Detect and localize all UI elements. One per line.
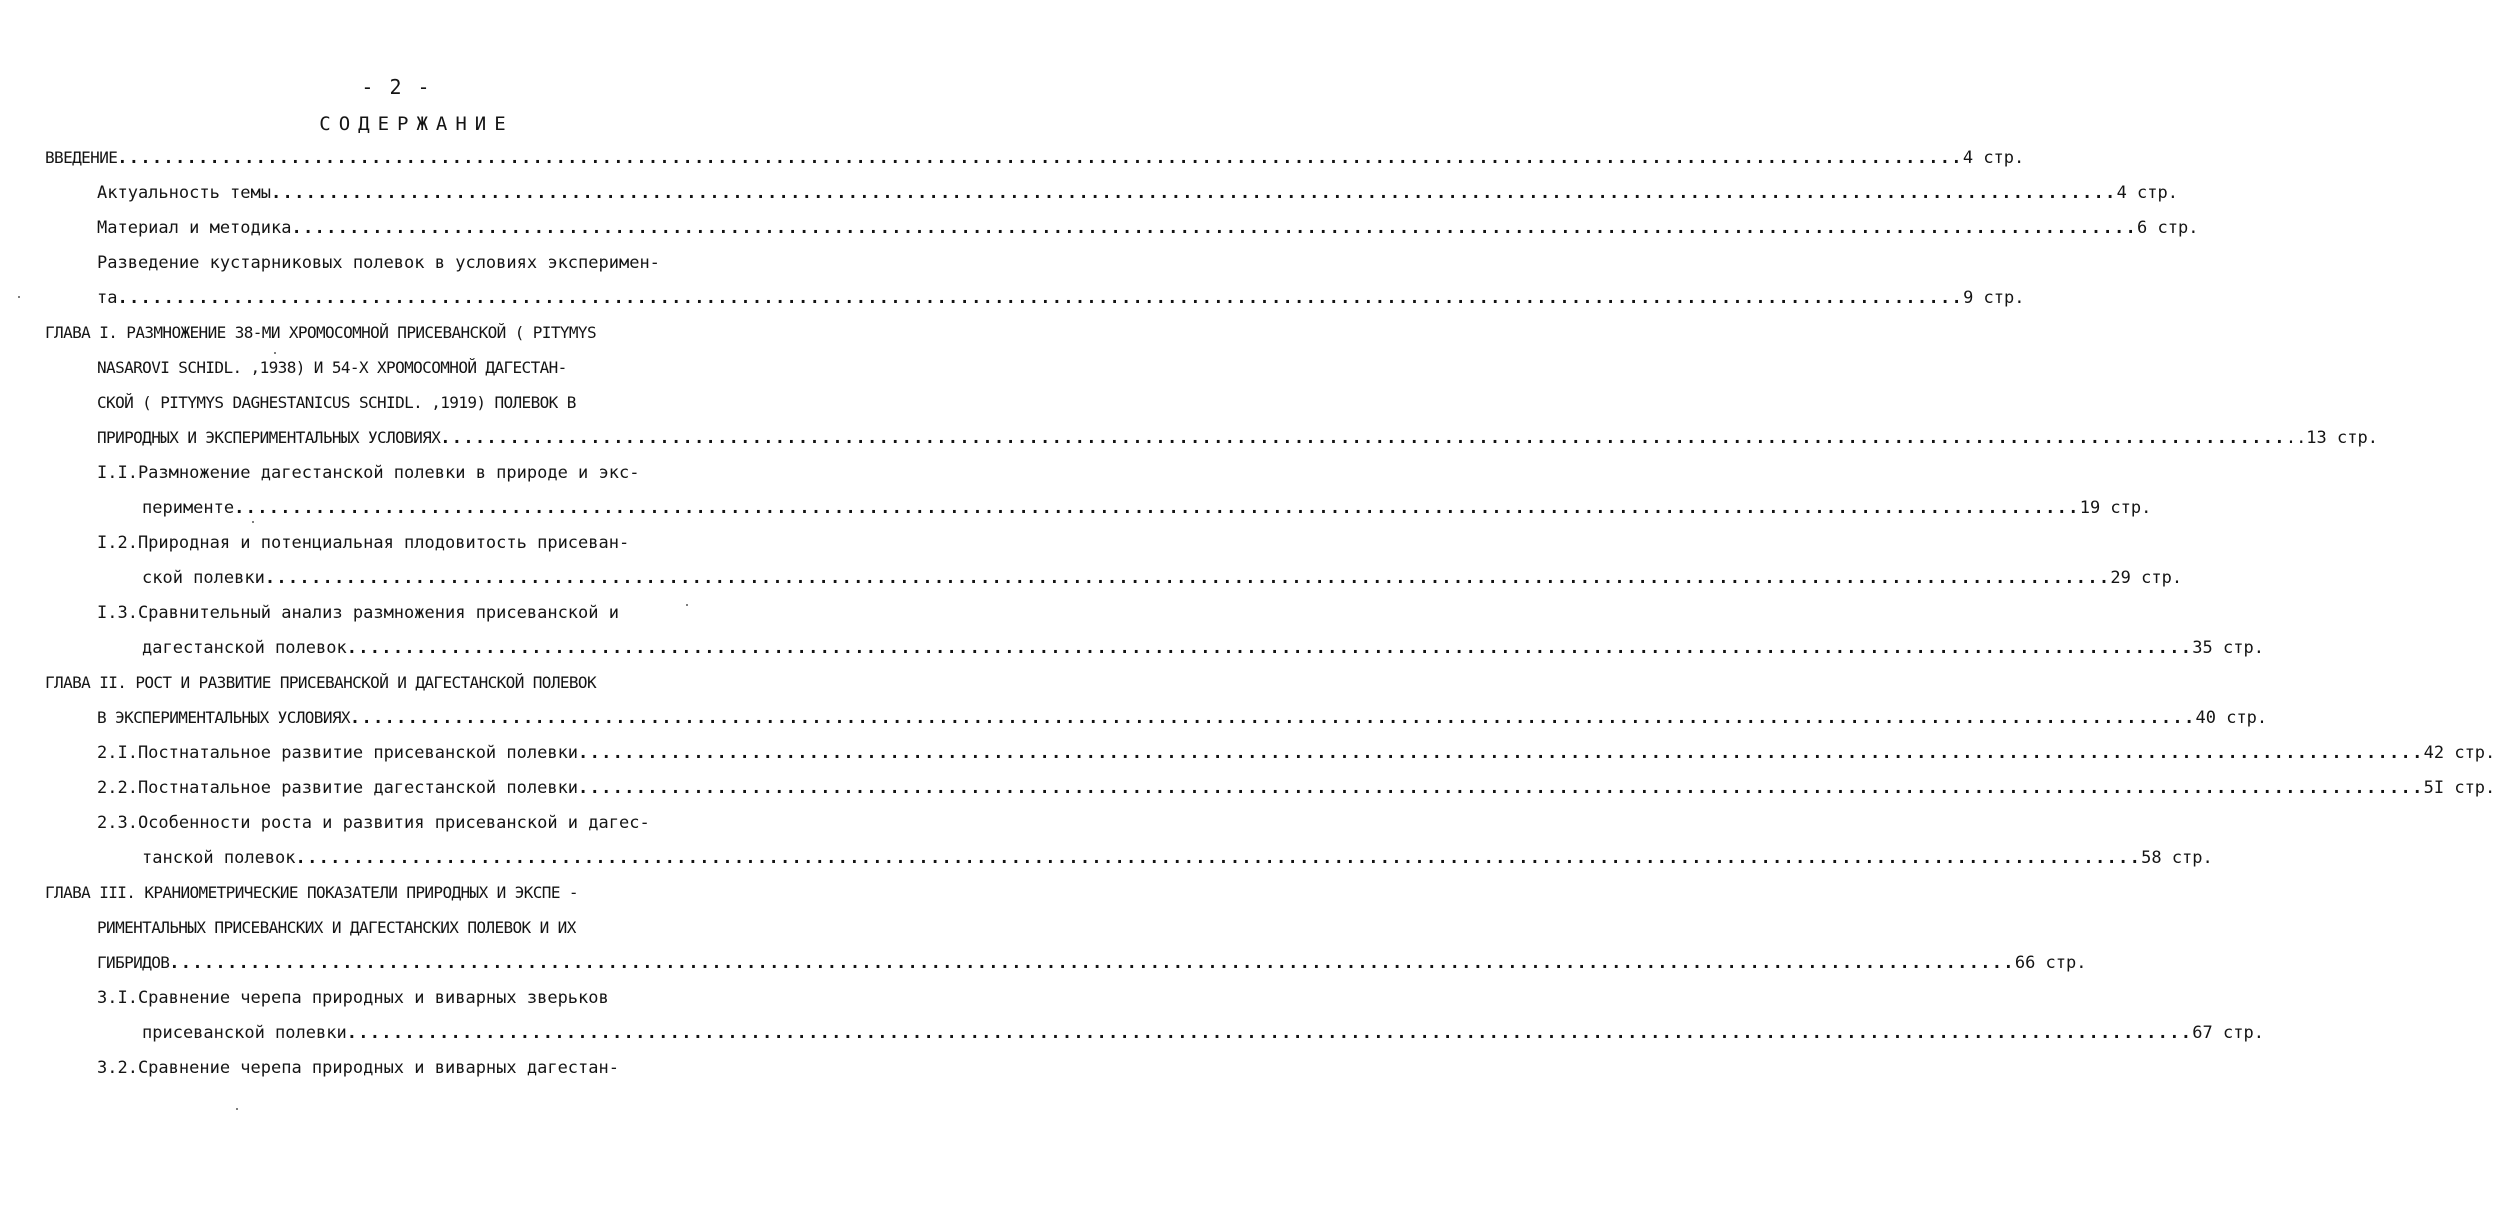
toc-section-1-2 xyxy=(97,531,757,555)
toc-entry-text: танской полевок xyxy=(142,848,296,868)
toc-page-ref: 19 стр. xyxy=(2079,498,2152,518)
toc-entry-text: 3.I.Сравнение черепа природных и виварных зверьков xyxy=(97,988,609,1008)
toc-chapter-1-cont xyxy=(97,356,757,380)
toc-section-1-3-cont xyxy=(142,636,2264,660)
toc-entry-text: ПРИРОДНЫХ И ЭКСПЕРИМЕНТАЛЬНЫХ УСЛОВИЯХ xyxy=(97,428,441,447)
toc-entry-text: 2.I.Постнатальное развитие присеванской полевки xyxy=(97,743,579,763)
toc-page-ref: 40 стр. xyxy=(2195,708,2268,728)
toc-section-2-2 xyxy=(97,776,2495,800)
toc-chapter-1-cont xyxy=(97,391,757,415)
toc-section-1-1-cont xyxy=(142,496,2152,520)
toc-section-3-2 xyxy=(97,1056,757,1080)
toc-page-ref: 42 стр. xyxy=(2423,743,2495,763)
leader-dots: ................................................................................................................................................................ xyxy=(271,183,2117,203)
scan-speck xyxy=(18,296,20,298)
scan-speck xyxy=(274,352,276,354)
leader-dots: ................................................................................................................................................................ xyxy=(578,778,2424,798)
scan-speck xyxy=(236,1108,238,1110)
toc-section-2-3 xyxy=(97,811,757,835)
toc-entry-text: дагестанской полевок xyxy=(142,638,347,658)
toc-entry-text: СКОЙ ( PITYMYS DAGHESTANICUS SCHIDL. ,1919) ПОЛЕВОК В xyxy=(97,393,576,412)
toc-chapter-3-cont xyxy=(97,916,757,940)
toc-entry-text: 2.2.Постнатальное развитие дагестанской полевки xyxy=(97,778,579,798)
toc-entry-text: ГИБРИДОВ xyxy=(97,953,170,972)
page-number: - 2 - xyxy=(361,75,432,99)
toc-entry-text: ГЛАВА III. КРАНИОМЕТРИЧЕСКИЕ ПОКАЗАТЕЛИ ПРИРОДНЫХ И ЭКСПЕ - xyxy=(45,883,578,902)
toc-page-ref: 4 стр. xyxy=(2116,183,2178,203)
toc-page-ref: 9 стр. xyxy=(1963,288,2025,308)
leader-dots: ................................................................................................................................................................ xyxy=(234,498,2080,518)
toc-section-1-2-cont xyxy=(142,566,2183,590)
toc-entry-text: ГЛАВА II. РОСТ И РАЗВИТИЕ ПРИСЕВАНСКОЙ И ДАГЕСТАНСКОЙ ПОЛЕВОК xyxy=(45,673,597,692)
toc-entry-text: I.2.Природная и потенциальная плодовитость присеван- xyxy=(97,533,630,553)
toc-entry-text: ГЛАВА I. РАЗМНОЖЕНИЕ 38-МИ ХРОМОСОМНОЙ ПРИСЕВАНСКОЙ ( PITYMYS xyxy=(45,323,597,342)
toc-page-ref: 6 стр. xyxy=(2137,218,2199,238)
toc-entry-text: Разведение кустарниковых полевок в условиях эксперимен- xyxy=(97,253,660,273)
leader-dots: ................................................................................................................................................................ xyxy=(117,148,1963,168)
toc-entry-text: перименте xyxy=(142,498,235,518)
leader-dots: ................................................................................................................................................................ xyxy=(440,428,2286,448)
toc-section-1-3 xyxy=(97,601,757,625)
toc-chapter-1-cont xyxy=(97,426,2378,450)
scan-speck xyxy=(686,604,688,606)
toc-section-3-1-cont xyxy=(142,1021,2264,1045)
toc-page-ref: 35 стр. xyxy=(2192,638,2264,658)
toc-entry-text: та xyxy=(97,288,118,308)
leader-dots: ................................................................................................................................................................ xyxy=(295,848,2142,868)
toc-section-1-1 xyxy=(97,461,757,485)
toc-entry-text: I.I.Размножение дагестанской полевки в природе и экс- xyxy=(97,463,640,483)
toc-chapter-1 xyxy=(45,321,765,345)
toc-entry-text: Материал и методика xyxy=(97,218,292,238)
toc-entry-text: присеванской полевки xyxy=(142,1023,347,1043)
toc-entry-text: ской полевки xyxy=(142,568,265,588)
toc-page-ref: ..13 стр. xyxy=(2285,428,2378,448)
toc-entry-methods xyxy=(97,216,2199,240)
toc-entry-text: 3.2.Сравнение черепа природных и виварных дагестан- xyxy=(97,1058,619,1078)
toc-page-ref: 29 стр. xyxy=(2110,568,2183,588)
toc-entry-introduction xyxy=(45,146,2025,170)
toc-entry-text: I.3.Сравнительный анализ размножения присеванской и xyxy=(97,603,619,623)
toc-page-ref: 58 стр. xyxy=(2141,848,2213,868)
toc-section-2-3-cont xyxy=(142,846,2213,870)
toc-chapter-2 xyxy=(45,671,765,695)
page-title: СОДЕРЖАНИЕ xyxy=(319,113,514,135)
toc-section-2-1 xyxy=(97,741,2495,765)
toc-entry-relevance xyxy=(97,181,2178,205)
toc-entry-breeding-cont xyxy=(97,286,2025,310)
leader-dots: ................................................................................................................................................................ xyxy=(264,568,2111,588)
toc-entry-text: Актуальность темы xyxy=(97,183,271,203)
leader-dots: ................................................................................................................................................................ xyxy=(346,1023,2193,1043)
leader-dots: ................................................................................................................................................................ xyxy=(349,708,2196,728)
toc-entry-breeding xyxy=(97,251,755,275)
leader-dots: ................................................................................................................................................................ xyxy=(117,288,1964,308)
toc-section-3-1 xyxy=(97,986,757,1010)
toc-entry-text: ВВЕДЕНИЕ xyxy=(45,148,118,167)
toc-page-ref: 5I стр. xyxy=(2423,778,2495,798)
toc-entry-text: В ЭКСПЕРИМЕНТАЛЬНЫХ УСЛОВИЯХ xyxy=(97,708,350,727)
toc-page-ref: 67 стр. xyxy=(2192,1023,2264,1043)
toc-chapter-3 xyxy=(45,881,765,905)
toc-chapter-2-cont xyxy=(97,706,2268,730)
scan-speck xyxy=(252,521,254,523)
toc-page-ref: 4 стр. xyxy=(1962,148,2025,168)
toc-entry-text: NASAROVI SCHIDL. ,1938) И 54-Х ХРОМОСОМНОЙ ДАГЕСТАН- xyxy=(97,358,567,377)
toc-chapter-3-cont xyxy=(97,951,2087,975)
toc-page-ref: 66 стр. xyxy=(2014,953,2087,973)
leader-dots: ................................................................................................................................................................ xyxy=(169,953,2015,973)
toc-entry-text: 2.3.Особенности роста и развития присеванской и дагес- xyxy=(97,813,650,833)
leader-dots: ................................................................................................................................................................ xyxy=(346,638,2193,658)
leader-dots: ................................................................................................................................................................ xyxy=(291,218,2138,238)
leader-dots: ................................................................................................................................................................ xyxy=(578,743,2424,763)
toc-entry-text: РИМЕНТАЛЬНЫХ ПРИСЕВАНСКИХ И ДАГЕСТАНСКИХ ПОЛЕВОК И ИХ xyxy=(97,918,576,937)
